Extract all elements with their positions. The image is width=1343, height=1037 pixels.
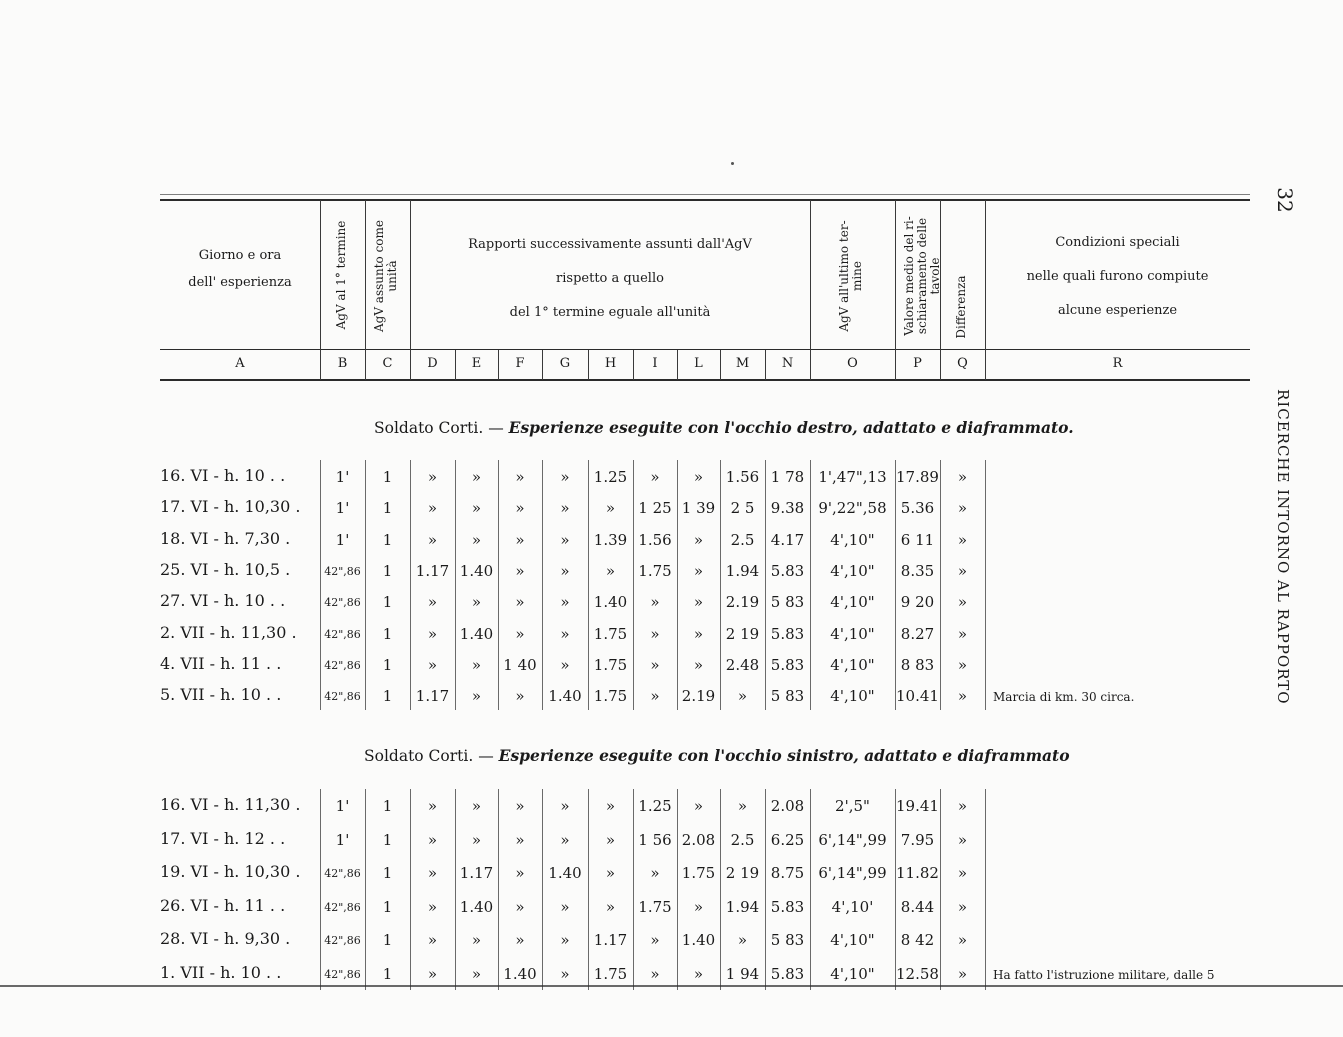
table-cell: »: [737, 797, 748, 815]
table-cell: »: [471, 687, 482, 706]
table-cell: 1': [335, 797, 350, 815]
body-column-divider: [588, 789, 589, 990]
row-date: 2. VII - h. 11,30 .: [160, 622, 297, 642]
table-cell: 1.75: [681, 864, 716, 882]
table-cell: »: [605, 897, 616, 916]
header-col-p-line1: Valore medio del ri-: [902, 216, 916, 336]
header-col-c-line1: AgV assunto come: [372, 219, 386, 333]
body-column-divider: [410, 789, 411, 990]
table-cell: »: [957, 897, 968, 916]
table-cell: »: [957, 864, 968, 882]
body-column-divider: [455, 789, 456, 990]
table-cell: 5 83: [770, 687, 805, 706]
table-cell: »: [515, 687, 525, 706]
section2-caption-italic: Esperienze eseguite con l'occhio sinistro, adattato e diaframmato: [498, 746, 1070, 765]
running-head: RICERCHE INTORNO AL RAPPORTO: [1274, 389, 1292, 705]
section2-caption: [364, 746, 1070, 765]
table-cell: »: [471, 468, 482, 486]
table-cell: 7.95: [900, 830, 935, 849]
table-cell: 1: [382, 897, 393, 916]
table-cell: »: [957, 468, 968, 486]
table-cell: 1.75: [638, 897, 672, 916]
table-cell: 8.75: [770, 864, 805, 882]
header-col-r: [985, 226, 1250, 328]
header-col-b: AgV al 1° termine: [334, 220, 348, 330]
row-date: 19. VI - h. 10,30 .: [160, 862, 301, 881]
table-cell: »: [605, 864, 616, 882]
table-cell: 1 40: [503, 655, 537, 674]
table-cell: 4',10": [830, 931, 875, 949]
table-cell: 17.89: [896, 468, 939, 486]
table-cell: 1.75: [593, 655, 628, 674]
table-cell: 19.41: [896, 797, 939, 815]
row-date: 26. VI - h. 11 . .: [160, 895, 286, 915]
table-cell: 1': [335, 468, 350, 486]
table-cell: 4',10": [830, 593, 875, 612]
table-cell: 1 94: [725, 964, 760, 983]
letter-g: G: [559, 356, 571, 371]
header-col-c-line2: unità: [385, 260, 399, 292]
section1-caption-italic: Esperienze eseguite con l'occhio destro, adattato e diaframmato.: [508, 418, 1074, 437]
table-cell: »: [650, 624, 660, 643]
table-cell: »: [693, 797, 704, 815]
table-cell: »: [560, 655, 570, 674]
table-cell: »: [957, 593, 968, 612]
table-cell: »: [515, 797, 525, 815]
header-col-d-n-line3: del 1° termine eguale all'unità: [509, 305, 711, 320]
table-cell: »: [693, 624, 704, 643]
table-cell: 1.40: [459, 561, 494, 580]
body-column-divider: [895, 789, 896, 990]
letter-h: H: [604, 356, 617, 371]
table-cell: »: [471, 797, 482, 815]
table-cell: 5.83: [770, 897, 805, 916]
body-column-divider: [720, 789, 721, 990]
letter-n: N: [781, 356, 794, 371]
table-cell: »: [560, 964, 570, 983]
header-divider: [365, 200, 366, 380]
table-cell: »: [693, 964, 704, 983]
table-cell: »: [605, 561, 616, 580]
table-cell: »: [560, 797, 570, 815]
table-cell: 1: [382, 593, 393, 612]
table-cell: 1.40: [593, 593, 628, 612]
table-cell: 1: [382, 830, 393, 849]
table-cell: »: [693, 593, 704, 612]
table-cell: »: [471, 964, 482, 983]
table-cell: 1: [382, 931, 393, 949]
table-cell: »: [427, 593, 438, 612]
table-cell: 1: [382, 530, 393, 549]
table-cell: 1.17: [593, 931, 628, 949]
table-cell: »: [693, 530, 704, 549]
table-cell: 8.27: [900, 624, 935, 643]
table-cell: »: [427, 468, 438, 486]
row-date: 18. VI - h. 7,30 .: [160, 528, 291, 548]
table-cell: »: [605, 499, 616, 518]
table-cell: »: [560, 561, 570, 580]
table-cell: 1.25: [638, 797, 672, 815]
table-cell: 5.83: [770, 561, 805, 580]
table-cell: »: [560, 530, 570, 549]
table-cell: »: [471, 499, 482, 518]
table-cell: 4.17: [770, 530, 805, 549]
table-cell: 2.48: [725, 655, 760, 674]
table-cell: »: [560, 624, 570, 643]
table-cell: 8 42: [900, 931, 935, 949]
row-date: 28. VI - h. 9,30 .: [160, 929, 291, 948]
letter-r: R: [1112, 356, 1123, 371]
table-cell: »: [650, 931, 660, 949]
table-cell: 1.40: [459, 897, 494, 916]
table-cell: »: [650, 593, 660, 612]
table-cell: 1.40: [681, 931, 716, 949]
table-cell: »: [515, 468, 525, 486]
body-column-divider: [985, 789, 986, 990]
table-cell: 1: [382, 687, 393, 706]
table-cell: 1: [382, 468, 393, 486]
table-cell: »: [957, 687, 968, 706]
table-cell: »: [515, 931, 525, 949]
header-col-r-line3: alcune esperienze: [1057, 303, 1178, 318]
print-speck: [731, 162, 734, 165]
table-cell: »: [427, 931, 438, 949]
table-cell: 1.40: [459, 624, 494, 643]
letter-m: M: [735, 356, 750, 371]
table-cell: »: [650, 468, 660, 486]
header-col-p-line2: schiaramento delle: [915, 217, 929, 335]
row-date: 5. VII - h. 10 . .: [160, 685, 282, 705]
letter-p: P: [913, 356, 922, 371]
header-col-a-line2: dell' esperienza: [188, 275, 292, 290]
table-cell: 2',5": [835, 797, 870, 815]
table-cell: 1': [335, 830, 350, 849]
row-date: 17. VI - h. 12 . .: [160, 828, 286, 848]
body-column-divider: [633, 789, 634, 990]
table-cell: »: [560, 593, 570, 612]
table-cell: »: [515, 561, 525, 580]
table-cell: 6.25: [770, 830, 805, 849]
table-cell: »: [957, 499, 968, 518]
table-cell: 1.75: [593, 964, 628, 983]
header-col-a-line1: Giorno e ora: [198, 248, 282, 263]
table-cell: 5.83: [770, 964, 805, 983]
table-cell: 5.83: [770, 655, 805, 674]
letter-c: C: [382, 356, 393, 371]
table-cell: 1.39: [593, 530, 628, 549]
table-cell: 1: [382, 499, 393, 518]
section2-caption-plain: Soldato Corti. —: [364, 747, 494, 765]
table-cell: 5 83: [770, 931, 805, 949]
table-cell: 42",86: [324, 658, 361, 672]
table-cell: »: [957, 561, 968, 580]
header-col-r-line1: Condizioni speciali: [1055, 235, 1180, 250]
page-number: 32: [1273, 187, 1297, 213]
header-col-c: [373, 216, 401, 336]
table-cell: 1 56: [638, 830, 672, 849]
table-cell: »: [693, 468, 704, 486]
table-cell: 4',10": [830, 655, 875, 674]
table-cell: »: [650, 964, 660, 983]
body-column-divider: [940, 789, 941, 990]
table-cell: 2.5: [730, 830, 755, 849]
table-cell: 1: [382, 864, 393, 882]
table-cell: »: [957, 655, 968, 674]
table-cell: 5.83: [770, 624, 805, 643]
table-cell: »: [427, 499, 438, 518]
top-rule: [160, 194, 1250, 195]
letter-d: D: [427, 356, 438, 371]
section1-caption-plain: Soldato Corti. —: [374, 419, 504, 437]
table-cell: »: [560, 499, 570, 518]
table-cell: »: [471, 655, 482, 674]
table-cell: 1: [382, 655, 393, 674]
header-col-d-n-line1: Rapporti successivamente assunti dall'AgV: [468, 237, 752, 252]
letter-f: F: [515, 356, 525, 371]
header-col-d-n: [410, 228, 810, 330]
table-cell: 1',47",13: [818, 468, 887, 486]
table-cell: 1.56: [725, 468, 760, 486]
body-column-divider: [542, 789, 543, 990]
table-cell: 42",86: [324, 596, 361, 610]
table-cell: »: [515, 864, 525, 882]
table-cell: »: [427, 897, 438, 916]
letter-i: I: [652, 356, 658, 371]
header-col-a: [160, 242, 320, 296]
table-cell: 1.94: [725, 897, 760, 916]
top-rule-thick: [160, 199, 1250, 201]
table-cell: »: [560, 897, 570, 916]
table-cell: »: [427, 830, 438, 849]
header-divider: [895, 200, 896, 380]
page-cut-edge: [0, 985, 1343, 987]
letter-o: O: [847, 356, 858, 371]
table-cell: 42",86: [324, 867, 361, 880]
table-cell: 1.25: [593, 468, 628, 486]
row-date: 1. VII - h. 10 . .: [160, 962, 282, 982]
table-cell: »: [515, 624, 525, 643]
header-col-q: Differenza: [954, 275, 968, 339]
header-divider: [320, 200, 321, 380]
letter-q: Q: [957, 356, 968, 371]
body-column-divider: [320, 789, 321, 990]
table-cell: 9',22",58: [818, 499, 887, 518]
table-cell: 1': [335, 530, 350, 549]
body-column-divider: [498, 789, 499, 990]
row-date: 16. VI - h. 11,30 .: [160, 795, 301, 814]
row-date: 4. VII - h. 11 . .: [160, 653, 282, 673]
table-cell: 10.41: [896, 687, 939, 706]
header-col-d-n-line2: rispetto a quello: [556, 271, 664, 286]
row-date: 25. VI - h. 10,5 .: [160, 559, 291, 579]
letter-a: A: [235, 356, 245, 371]
table-cell: 5 83: [770, 593, 805, 612]
table-cell: »: [560, 931, 570, 949]
table-cell: 1.40: [548, 864, 582, 882]
table-cell: 42",86: [324, 934, 361, 947]
table-cell: 4',10": [830, 561, 875, 580]
table-cell: »: [471, 830, 482, 849]
table-cell: »: [957, 964, 968, 983]
table-cell: 1.56: [638, 530, 672, 549]
table-cell: 2.19: [725, 593, 760, 612]
table-cell: »: [515, 530, 525, 549]
table-cell: 2 5: [730, 499, 755, 518]
table-cell: 4',10": [830, 624, 875, 643]
table-cell: »: [605, 797, 616, 815]
table-cell: »: [471, 593, 482, 612]
table-cell: »: [737, 687, 748, 706]
header-col-o-line2: mine: [850, 260, 864, 292]
row-date: 16. VI - h. 10 . .: [160, 466, 286, 485]
table-cell: »: [693, 655, 704, 674]
table-cell: »: [471, 931, 482, 949]
table-cell: »: [693, 897, 704, 916]
table-cell: 4',10': [831, 897, 874, 916]
table-cell: 1.75: [593, 624, 628, 643]
header-bottom-rule: [160, 349, 1250, 350]
table-cell: 6 11: [900, 530, 935, 549]
table-cell: »: [427, 797, 438, 815]
table-cell: 42",86: [324, 627, 361, 641]
table-cell: »: [427, 964, 438, 983]
table-cell: 2.19: [681, 687, 716, 706]
row-note: Ha fatto l'istruzione militare, dalle 5: [993, 967, 1215, 982]
table-cell: 1 78: [770, 468, 805, 486]
header-col-o-line1: AgV all'ultimo ter-: [837, 220, 851, 332]
letters-bottom-rule: [160, 379, 1250, 381]
table-cell: »: [605, 830, 616, 849]
table-cell: 1.40: [548, 687, 582, 706]
table-cell: 1: [382, 561, 393, 580]
table-cell: »: [737, 931, 748, 949]
table-cell: »: [515, 830, 525, 849]
table-cell: 9 20: [900, 593, 935, 612]
table-cell: »: [560, 830, 570, 849]
header-divider: [810, 200, 811, 380]
table-cell: »: [957, 830, 968, 849]
table-cell: 2.5: [730, 530, 755, 549]
table-cell: 1.17: [415, 561, 450, 580]
row-date: 27. VI - h. 10 . .: [160, 591, 286, 611]
table-cell: »: [957, 530, 968, 549]
header-col-p-line3: tavole: [928, 257, 942, 295]
table-cell: »: [515, 593, 525, 612]
body-column-divider: [365, 789, 366, 990]
table-cell: 2 19: [725, 624, 760, 643]
table-cell: 2.08: [770, 797, 805, 815]
table-cell: 1 39: [681, 499, 716, 518]
table-cell: »: [427, 864, 438, 882]
table-cell: 1.17: [459, 864, 494, 882]
table-cell: 42",86: [324, 690, 361, 704]
table-cell: 9.38: [770, 499, 805, 518]
table-cell: 2 19: [725, 864, 760, 882]
table-cell: 8.35: [900, 561, 935, 580]
table-cell: »: [650, 864, 660, 882]
table-cell: 42",86: [324, 967, 361, 981]
table-cell: 8 83: [900, 655, 935, 674]
body-column-divider: [765, 789, 766, 990]
table-cell: 1.75: [638, 561, 672, 580]
table-cell: 4',10": [830, 964, 875, 983]
table-cell: 1 25: [638, 499, 672, 518]
body-column-divider: [320, 460, 321, 710]
letter-l: L: [694, 356, 703, 371]
body-column-divider: [985, 460, 986, 710]
body-column-divider: [677, 789, 678, 990]
section1-caption: [374, 418, 1074, 437]
table-cell: 1: [382, 624, 393, 643]
table-cell: »: [957, 797, 968, 815]
body-column-divider: [810, 789, 811, 990]
table-cell: »: [427, 655, 438, 674]
table-cell: »: [427, 530, 438, 549]
table-cell: 12.58: [896, 964, 939, 983]
table-cell: »: [427, 624, 438, 643]
table-cell: 4',10": [830, 687, 875, 706]
table-cell: »: [650, 655, 660, 674]
table-cell: 1.94: [725, 561, 760, 580]
table-cell: 42",86: [324, 564, 361, 578]
row-date: 17. VI - h. 10,30 .: [160, 497, 301, 517]
table-cell: »: [650, 687, 660, 706]
header-col-p: [903, 211, 943, 341]
table-cell: 1: [382, 797, 393, 815]
table-cell: 5.36: [900, 499, 935, 518]
table-cell: 1.40: [503, 964, 537, 983]
letter-e: E: [471, 356, 482, 371]
table-cell: »: [515, 499, 525, 518]
table-cell: 1: [382, 964, 393, 983]
table-cell: »: [471, 530, 482, 549]
table-cell: »: [693, 561, 704, 580]
table-cell: 8.44: [900, 897, 935, 916]
table-cell: 2.08: [681, 830, 716, 849]
header-col-r-line2: nelle quali furono compiute: [1026, 269, 1209, 284]
table-cell: 1.17: [415, 687, 450, 706]
letter-b: B: [337, 356, 348, 371]
table-cell: 11.82: [896, 864, 939, 882]
table-cell: 4',10": [830, 530, 875, 549]
table-cell: »: [515, 897, 525, 916]
table-cell: 1.75: [593, 687, 628, 706]
header-col-o: [838, 216, 866, 336]
table-cell: »: [957, 931, 968, 949]
table-cell: 42",86: [324, 900, 361, 914]
table-cell: 1': [335, 499, 350, 518]
table-cell: »: [957, 624, 968, 643]
table-cell: »: [560, 468, 570, 486]
table-cell: 6',14",99: [818, 830, 887, 849]
table-cell: 6',14",99: [818, 864, 887, 882]
row-note: Marcia di km. 30 circa.: [993, 690, 1135, 705]
